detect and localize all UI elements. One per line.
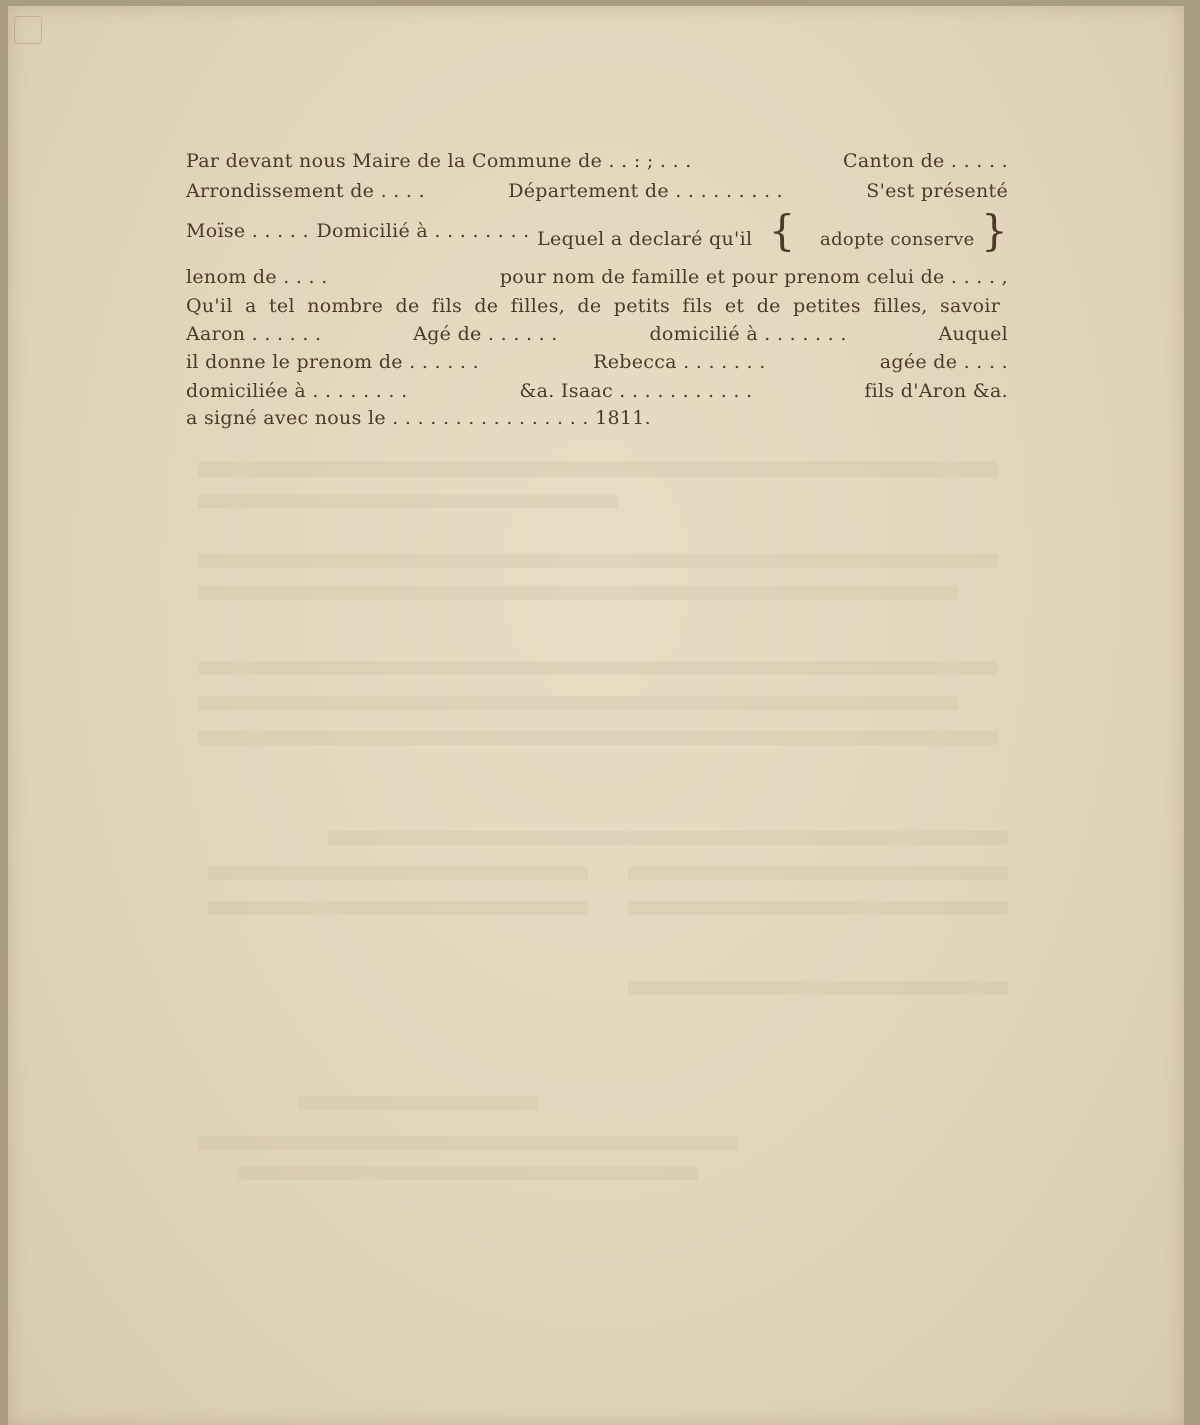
form-line-3: Moïse . . . . . Domicilié à . . . . . . . . Lequel a declaré qu'il { adopte conserve } bbox=[186, 206, 1008, 255]
left-brace: { bbox=[768, 206, 796, 255]
form-line-9: a signé avec nous le . . . . . . . . . . . . . . . . 1811. bbox=[186, 407, 651, 429]
form-line-2: Arrondissement de . . . . Département de . . . . . . . . . S'est présenté bbox=[186, 180, 1008, 202]
form-line-6: Aaron . . . . . . Agé de . . . . . . domicilié à . . . . . . . Auquel bbox=[186, 323, 1008, 345]
corner-mark bbox=[14, 16, 42, 44]
right-brace: } bbox=[980, 206, 1008, 255]
declaration-choice: Lequel a declaré qu'il { adopte conserve } bbox=[537, 206, 1008, 255]
form-line-8: domiciliée à . . . . . . . . &a. Isaac . . . . . . . . . . . fils d'Aron &a. bbox=[186, 380, 1008, 402]
form-line-5: Qu'il a tel nombre de fils de filles, de petits fils et de petites filles, savoir bbox=[186, 295, 1001, 317]
form-line-4: lenom de . . . . pour nom de famille et pour prenom celui de . . . . , bbox=[186, 266, 1008, 288]
choice-conserve: conserve bbox=[890, 229, 975, 250]
show-through bbox=[198, 461, 998, 477]
form-line-7: il donne le prenom de . . . . . . Rebecca . . . . . . . agée de . . . . bbox=[186, 351, 1008, 373]
form-line-1: Par devant nous Maire de la Commune de . . : ; . . . Canton de . . . . . bbox=[186, 150, 1008, 172]
choice-adopte: adopte bbox=[820, 229, 885, 250]
choice-stack bbox=[802, 228, 975, 252]
